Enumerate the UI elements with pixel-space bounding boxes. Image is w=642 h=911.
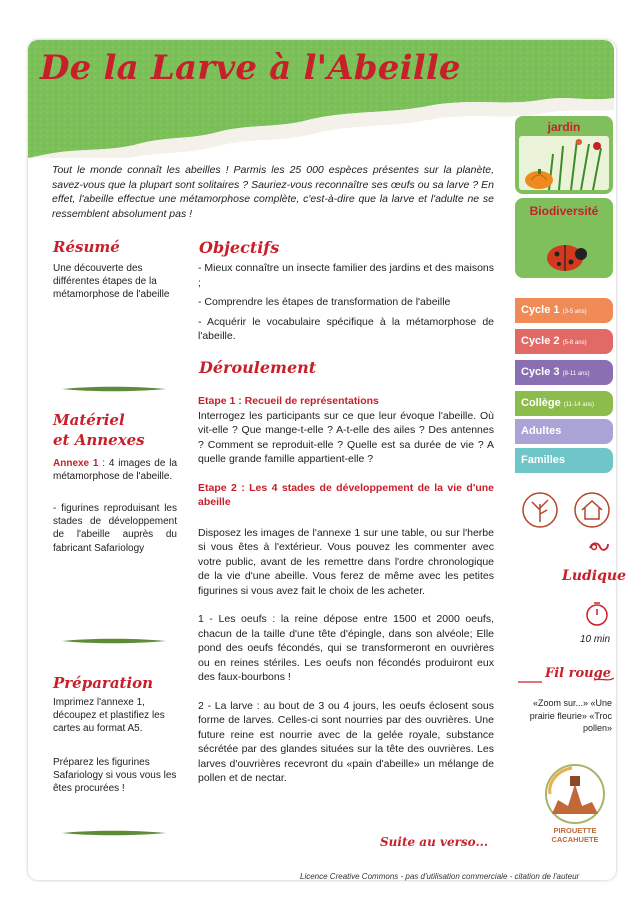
outdoor-tree-icon — [520, 490, 560, 530]
divider-leaf — [62, 638, 166, 644]
etape1-title: Etape 1 : Recueil de représentations — [198, 395, 379, 407]
cycle-badge-2 — [515, 329, 613, 354]
cycle-age: (11-14 ans) — [563, 402, 595, 408]
pirouette-cacahuete-logo — [542, 762, 608, 824]
indoor-house-icon — [572, 490, 612, 530]
divider-leaf — [62, 386, 166, 392]
deroulement-paragraph: 1 - Les oeufs : la reine dépose entre 1500 et 2000 oeufs, chacun de la taille d'une tête d'épingle, dans son alvéole; Elle pond des oeufs fécondés, qui se transformeront en ouvrières ou en reines stériles. Les oeufs non fécondés produiront eux des faux-bourbons ! — [198, 613, 494, 683]
cycle-label: Adultes — [521, 425, 562, 437]
page-title: De la Larve à l'Abeille — [40, 48, 461, 88]
cycle-label: Cycle 3 — [521, 366, 560, 378]
license-footer: Licence Creative Commons - pas d'utilisation commerciale - citation de l'auteur — [300, 872, 580, 881]
etape2-title: Etape 2 : Les 4 stades de développement de la vie d'une abeille — [198, 481, 494, 508]
objectif-item: - Mieux connaître un insecte familier des jardins et des maisons ; — [198, 262, 494, 289]
divider-leaf — [62, 830, 166, 836]
fil-rouge-title: Fil rouge — [545, 666, 611, 681]
intro-paragraph: Tout le monde connaît les abeilles ! Parmis les 25 000 espèces présentes sur la planète, savez-vous que la plupart sont solitaires ? Sauriez-vous reconnaître ses œufs ou sa larve ? En effet, l'abeille effectue une métamorphose complète, c'est-à-dire que la larve et l'adulte ne se ressemblent absolument pas ! — [52, 164, 494, 220]
resume-title: Résumé — [53, 238, 120, 256]
ludique-icon — [588, 540, 610, 554]
cycle-label: Cycle 2 — [521, 335, 560, 347]
etape1-text: Interrogez les participants sur ce que leur évoque l'abeille. Où vit-elle ? Que mange-t-elle ? A-t-elle des ailes ? Des antennes ? Comment se reproduit-elle ? Quelle est sa durée de vie ? A quelle grande famille appartient-elle ? — [198, 409, 494, 465]
deroulement-paragraph: 2 - La larve : au bout de 3 ou 4 jours, les oeufs éclosent sous forme de larves. Celles-ci sont nourries par des ouvrières. Une future reine est nourrie avec de la gelée royale, substance sécrétée par des glandes situées sur la tête des ouvrières. Les larves d'ouvrières recevront du «pain d'abeille» un mélange de pollen et de nectar. — [198, 699, 494, 784]
fil-rouge-thread — [518, 672, 614, 686]
cycle-age: (5-8 ans) — [562, 340, 587, 346]
theme-tile-biodiversite — [515, 198, 613, 278]
materiel-title — [53, 410, 145, 450]
cycle-label: Collège — [521, 397, 561, 409]
cycle-badge-familles — [515, 448, 613, 473]
logo-line-1: PIROUETTE — [553, 826, 597, 835]
logo-text — [538, 826, 612, 844]
preparation-title: Préparation — [53, 674, 154, 692]
cycle-badge-3 — [515, 360, 613, 385]
theme-tile-jardin — [515, 116, 613, 194]
deroulement-paragraph: Disposez les images de l'annexe 1 sur une table, ou sur l'herbe si vous êtes à l'extérieur. Vous pouvez les commenter avec votre public, avant de les remettre dans l'ordre chronologique de la vie d'une abeille. Vous ferez de même avec les petites figurines si vous avez fait le choix de les acheter. — [198, 526, 494, 597]
cycle-age: (3-5 ans) — [562, 309, 587, 315]
annexe-label: Annexe 1 — [53, 458, 99, 469]
deroulement-title: Déroulement — [199, 358, 317, 377]
objectifs-title: Objectifs — [199, 238, 280, 257]
cycle-badge-college — [515, 391, 613, 416]
ludique-label: Ludique — [562, 568, 627, 584]
figurines-text: - figurines reproduisant les stades de développement de l'abeille auprès du fabricant Safariology — [53, 503, 177, 554]
resume-text: Une découverte des différentes étapes de la métamorphose de l'abeille — [53, 263, 170, 301]
preparation-text-1: Imprimez l'annexe 1, découpez et plastifiez les cartes au format A5. — [53, 697, 165, 735]
logo-line-2: CACAHUETE — [551, 835, 599, 844]
cycle-age: (8-11 ans) — [562, 371, 590, 377]
annexe-text — [53, 457, 177, 483]
ladybug-icon — [535, 234, 595, 274]
fil-rouge-text: «Zoom sur...» «Une prairie fleurie» «Troc pollen» — [529, 698, 612, 733]
materiel-title-line2: et Annexes — [53, 431, 145, 449]
objectif-item: - Comprendre les étapes de transformation de l'abeille — [198, 296, 451, 308]
preparation-text-2: Préparez les figurines Safariology si vous vous les êtes procurées ! — [53, 757, 177, 795]
cycle-badge-1 — [515, 298, 613, 323]
duration-text: 10 min — [580, 634, 611, 645]
annexe-description: : 4 images de la métamorphose de l'abeille. — [53, 458, 178, 483]
objectif-item: - Acquérir le vocabulaire spécifique à la métamorphose de l'abeille. — [198, 315, 494, 342]
tile-label-jardin: jardin — [547, 120, 581, 134]
cycle-label: Familles — [521, 454, 566, 466]
objectifs-list — [198, 261, 494, 344]
deroulement-body — [198, 394, 494, 786]
tile-label-biodiversite: Biodiversité — [529, 204, 599, 218]
suite-au-verso: Suite au verso... — [380, 835, 488, 849]
garden-pumpkin-icon — [519, 136, 609, 190]
cycle-badge-adultes — [515, 419, 613, 444]
timer-icon — [584, 600, 610, 628]
materiel-title-line1: Matériel — [53, 411, 125, 429]
cycle-label: Cycle 1 — [521, 304, 560, 316]
